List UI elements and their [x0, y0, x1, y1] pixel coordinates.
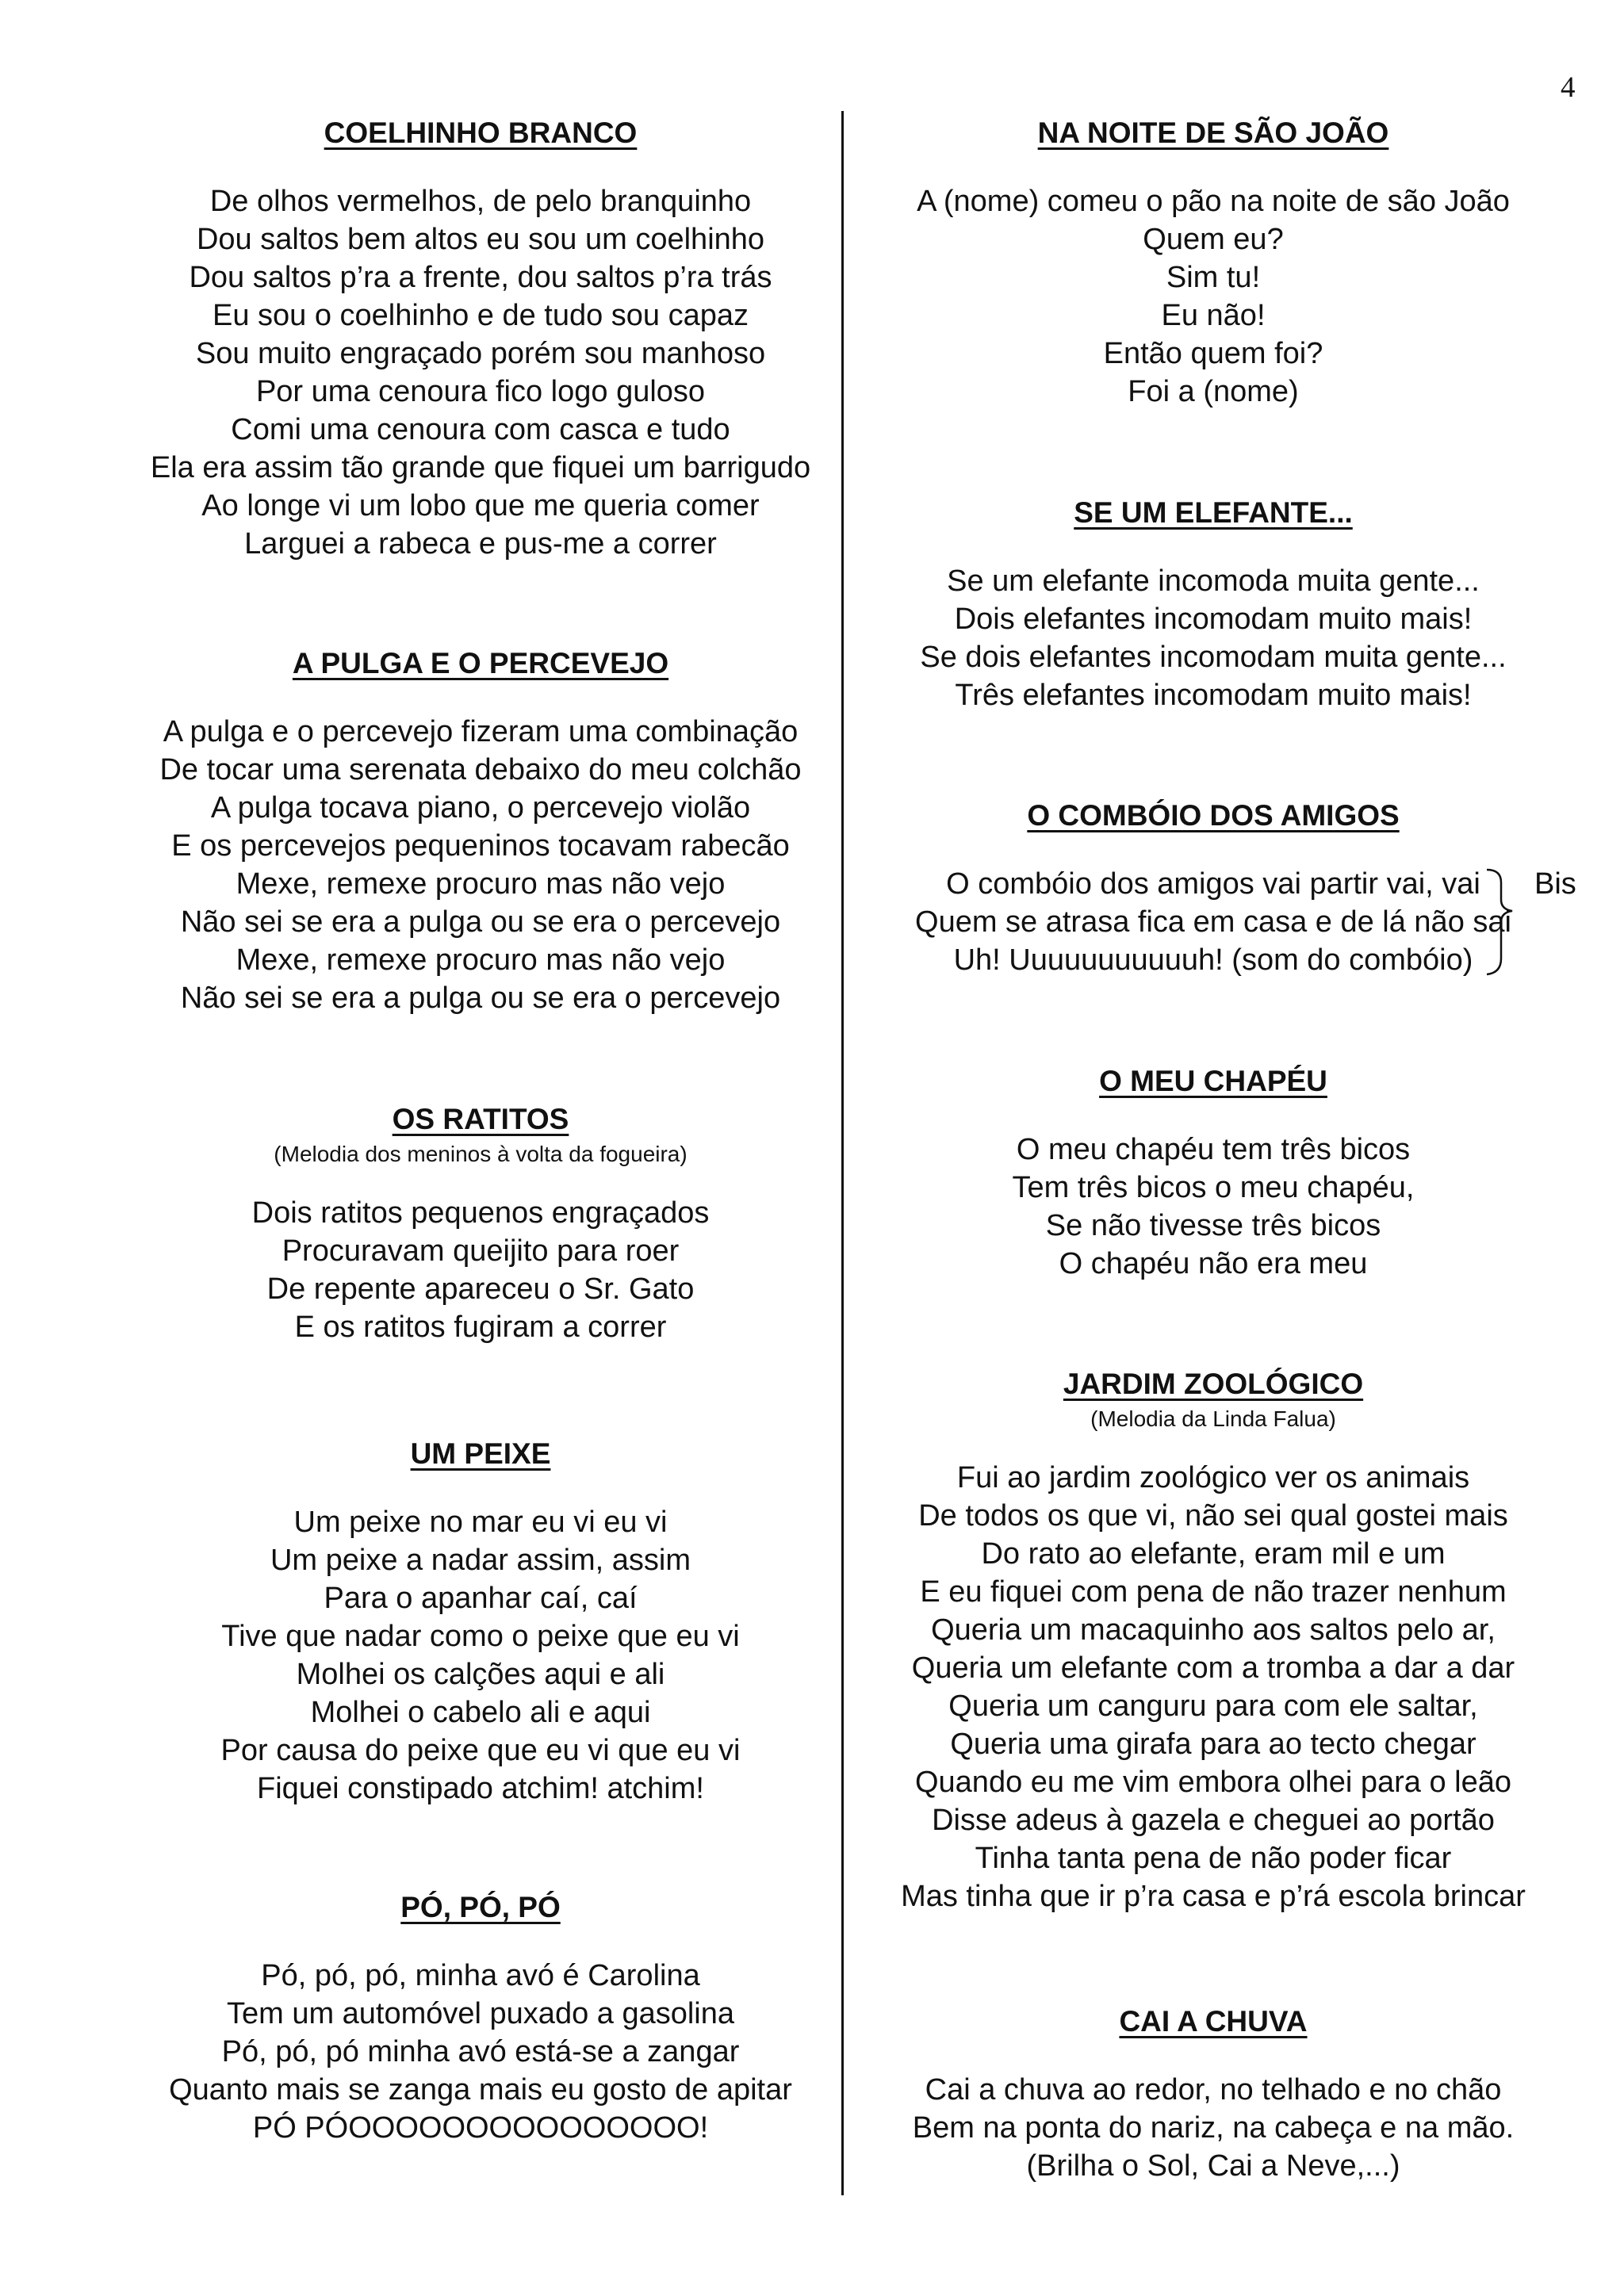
lyric-line: A pulga e o percevejo fizeram uma combinação: [163, 715, 799, 748]
song-a-pulga-e-o-percevejo: [132, 645, 829, 1017]
song-title: A PULGA E O PERCEVEJO: [292, 647, 669, 679]
lyric-line: A (nome) comeu o pão na noite de são João: [917, 185, 1510, 218]
repeat-label: Bis: [1534, 867, 1576, 901]
lyric-line: PÓ PÓOOOOOOOOOOOOOOO!: [252, 2111, 709, 2145]
lyric-line: E os percevejos pequeninos tocavam rabecão: [171, 829, 790, 863]
lyric-line: A pulga tocava piano, o percevejo violão: [210, 791, 751, 825]
lyric-line: Pó, pó, pó, minha avó é Carolina: [261, 1959, 700, 1992]
song-title: COELHINHO BRANCO: [324, 117, 638, 149]
lyric-line: Não sei se era a pulga ou se era o percevejo: [180, 905, 781, 939]
song-title: NA NOITE DE SÃO JOÃO: [1037, 117, 1389, 149]
lyric-line: Molhei os calções aqui e ali: [296, 1658, 665, 1691]
lyric-line: Queria um canguru para com ele saltar,: [948, 1689, 1478, 1723]
lyric-line: Eu sou o coelhinho e de tudo sou capaz: [212, 299, 749, 332]
lyric-line: Por uma cenoura fico logo guloso: [255, 375, 706, 408]
lyric-line: Tive que nadar como o peixe que eu vi: [221, 1620, 740, 1653]
song-title: SE UM ELEFANTE...: [1074, 496, 1353, 529]
lyric-line: De todos os que vi, não sei qual gostei mais: [918, 1499, 1508, 1533]
lyric-line: O meu chapéu tem três bicos: [1016, 1133, 1411, 1166]
song-lyrics: [132, 1194, 829, 1346]
lyric-line: De olhos vermelhos, de pelo branquinho: [209, 185, 752, 218]
song-os-ratitos: [132, 1100, 829, 1346]
song-subtitle: (Melodia da Linda Falua): [1090, 1406, 1336, 1431]
lyric-line: Bem na ponta do nariz, na cabeça e na mão.: [912, 2111, 1515, 2145]
song-title: OS RATITOS: [392, 1103, 569, 1135]
lyric-line: Dois elefantes incomodam muito mais!: [954, 603, 1473, 636]
song-title: JARDIM ZOOLÓGICO: [1063, 1368, 1364, 1400]
lyric-line: (Brilha o Sol, Cai a Neve,...): [1026, 2149, 1400, 2183]
lyric-line: Tem um automóvel puxado a gasolina: [226, 1997, 735, 2030]
song-subtitle: (Melodia dos meninos à volta da fogueira): [274, 1142, 688, 1166]
song-lyrics: [132, 1503, 829, 1808]
lyric-line: Se um elefante incomoda muita gente...: [947, 564, 1480, 598]
song-title: PÓ, PÓ, PÓ: [400, 1891, 561, 1923]
lyric-line: Pó, pó, pó minha avó está-se a zangar: [221, 2035, 740, 2068]
song-lyrics: [132, 1957, 829, 2147]
lyric-line: Quando eu me vim embora olhei para o leão: [914, 1766, 1511, 1799]
lyric-line: Sou muito engraçado porém sou manhoso: [195, 337, 766, 370]
song-um-peixe: [132, 1435, 829, 1808]
lyric-line: Cai a chuva ao redor, no telhado e no chão: [925, 2073, 1502, 2107]
song-o-comboio-dos-amigos: [864, 797, 1576, 979]
lyric-line: Quanto mais se zanga mais eu gosto de apitar: [169, 2073, 792, 2107]
song-se-um-elefante: [864, 494, 1562, 714]
lyric-line: Dou saltos bem altos eu sou um coelhinho: [196, 223, 765, 256]
song-title: CAI A CHUVA: [1119, 2005, 1308, 2038]
lyric-line: Fui ao jardim zoológico ver os animais: [956, 1461, 1470, 1494]
lyric-line: Por causa do peixe que eu vi que eu vi: [220, 1734, 741, 1767]
lyric-line: Tem três bicos o meu chapéu,: [1012, 1171, 1415, 1204]
repeat-brace: [1479, 865, 1526, 979]
song-coelhinho-branco: [132, 114, 829, 563]
lyric-line: Molhei o cabelo ali e aqui: [310, 1696, 651, 1729]
lyric-line: Se dois elefantes incomodam muita gente...: [920, 641, 1507, 674]
lyric-line: Ao longe vi um lobo que me queria comer: [201, 489, 760, 522]
lyric-line: Comi uma cenoura com casca e tudo: [231, 413, 730, 446]
lyric-line: Se não tivesse três bicos: [1045, 1209, 1381, 1242]
lyric-line: Três elefantes incomodam muito mais!: [955, 679, 1472, 712]
song-lyrics: [864, 2071, 1562, 2185]
song-cai-a-chuva: [864, 2003, 1562, 2185]
song-lyrics: [864, 1459, 1562, 1915]
lyric-line: Então quem foi?: [1103, 337, 1323, 370]
song-lyrics: [864, 562, 1562, 714]
lyric-line: Dou saltos p’ra a frente, dou saltos p’ra trás: [189, 261, 772, 294]
song-o-meu-chapeu: [864, 1062, 1562, 1283]
lyric-line: Sim tu!: [1166, 261, 1261, 294]
right-curly-brace-icon: [1479, 865, 1526, 979]
page-number: 4: [1561, 71, 1576, 104]
lyric-line: Um peixe a nadar assim, assim: [270, 1544, 691, 1577]
lyric-line: Foi a (nome): [1128, 375, 1299, 408]
lyric-line: Para o apanhar caí, caí: [324, 1582, 638, 1615]
lyric-line: O combóio dos amigos vai partir vai, vai: [946, 867, 1480, 901]
lyric-line: Mas tinha que ir p’ra casa e p’rá escola brincar: [901, 1880, 1526, 1913]
column-divider: [841, 111, 844, 2195]
lyric-line: Larguei a rabeca e pus-me a correr: [244, 527, 717, 561]
lyric-line: Do rato ao elefante, eram mil e um: [981, 1537, 1446, 1571]
lyric-line: E eu fiquei com pena de não trazer nenhum: [920, 1575, 1507, 1609]
lyric-line: Mexe, remexe procuro mas não vejo: [236, 943, 726, 977]
lyric-line: Tinha tanta pena de não poder ficar: [975, 1842, 1452, 1875]
song-na-noite-de-sao-joao: [864, 114, 1562, 411]
lyric-line: De repente apareceu o Sr. Gato: [266, 1272, 695, 1306]
right-column: [864, 0, 1576, 2296]
lyric-line: Um peixe no mar eu vi eu vi: [293, 1506, 668, 1539]
lyric-line: Eu não!: [1161, 299, 1266, 332]
lyric-line: Disse adeus à gazela e cheguei ao portão: [932, 1804, 1495, 1837]
lyric-line: Fiquei constipado atchim! atchim!: [257, 1772, 704, 1805]
lyric-line: Mexe, remexe procuro mas não vejo: [236, 867, 726, 901]
lyric-line: Ela era assim tão grande que fiquei um barrigudo: [150, 451, 811, 484]
lyric-line: Quem eu?: [1143, 223, 1284, 256]
song-title: UM PEIXE: [410, 1437, 551, 1470]
song-title: O MEU CHAPÉU: [1099, 1065, 1327, 1097]
song-title: O COMBÓIO DOS AMIGOS: [1027, 799, 1400, 832]
lyric-line: Quem se atrasa fica em casa e de lá não sai: [915, 905, 1511, 939]
lyric-line: Dois ratitos pequenos engraçados: [251, 1196, 710, 1230]
lyric-line: De tocar uma serenata debaixo do meu colchão: [159, 753, 802, 786]
lyric-line: Não sei se era a pulga ou se era o percevejo: [180, 982, 781, 1015]
song-lyrics: [864, 182, 1562, 411]
left-column: [132, 0, 829, 2296]
lyric-line: Queria um macaquinho aos saltos pelo ar,: [931, 1613, 1496, 1647]
song-jardim-zoologico: [864, 1365, 1562, 1915]
song-po-po-po: [132, 1888, 829, 2147]
song-lyrics: [132, 182, 829, 563]
song-lyrics: [132, 713, 829, 1017]
lyric-line: Queria uma girafa para ao tecto chegar: [950, 1728, 1477, 1761]
song-lyrics: [864, 865, 1576, 979]
lyric-line: E os ratitos fugiram a correr: [294, 1311, 667, 1344]
lyric-line: Uh! Uuuuuuuuuuuh! (som do combóio): [953, 943, 1473, 977]
song-lyrics: [864, 1131, 1562, 1283]
lyric-line: Procuravam queijito para roer: [282, 1234, 680, 1268]
lyric-line: O chapéu não era meu: [1059, 1247, 1368, 1280]
lyric-line: Queria um elefante com a tromba a dar a dar: [911, 1651, 1515, 1685]
